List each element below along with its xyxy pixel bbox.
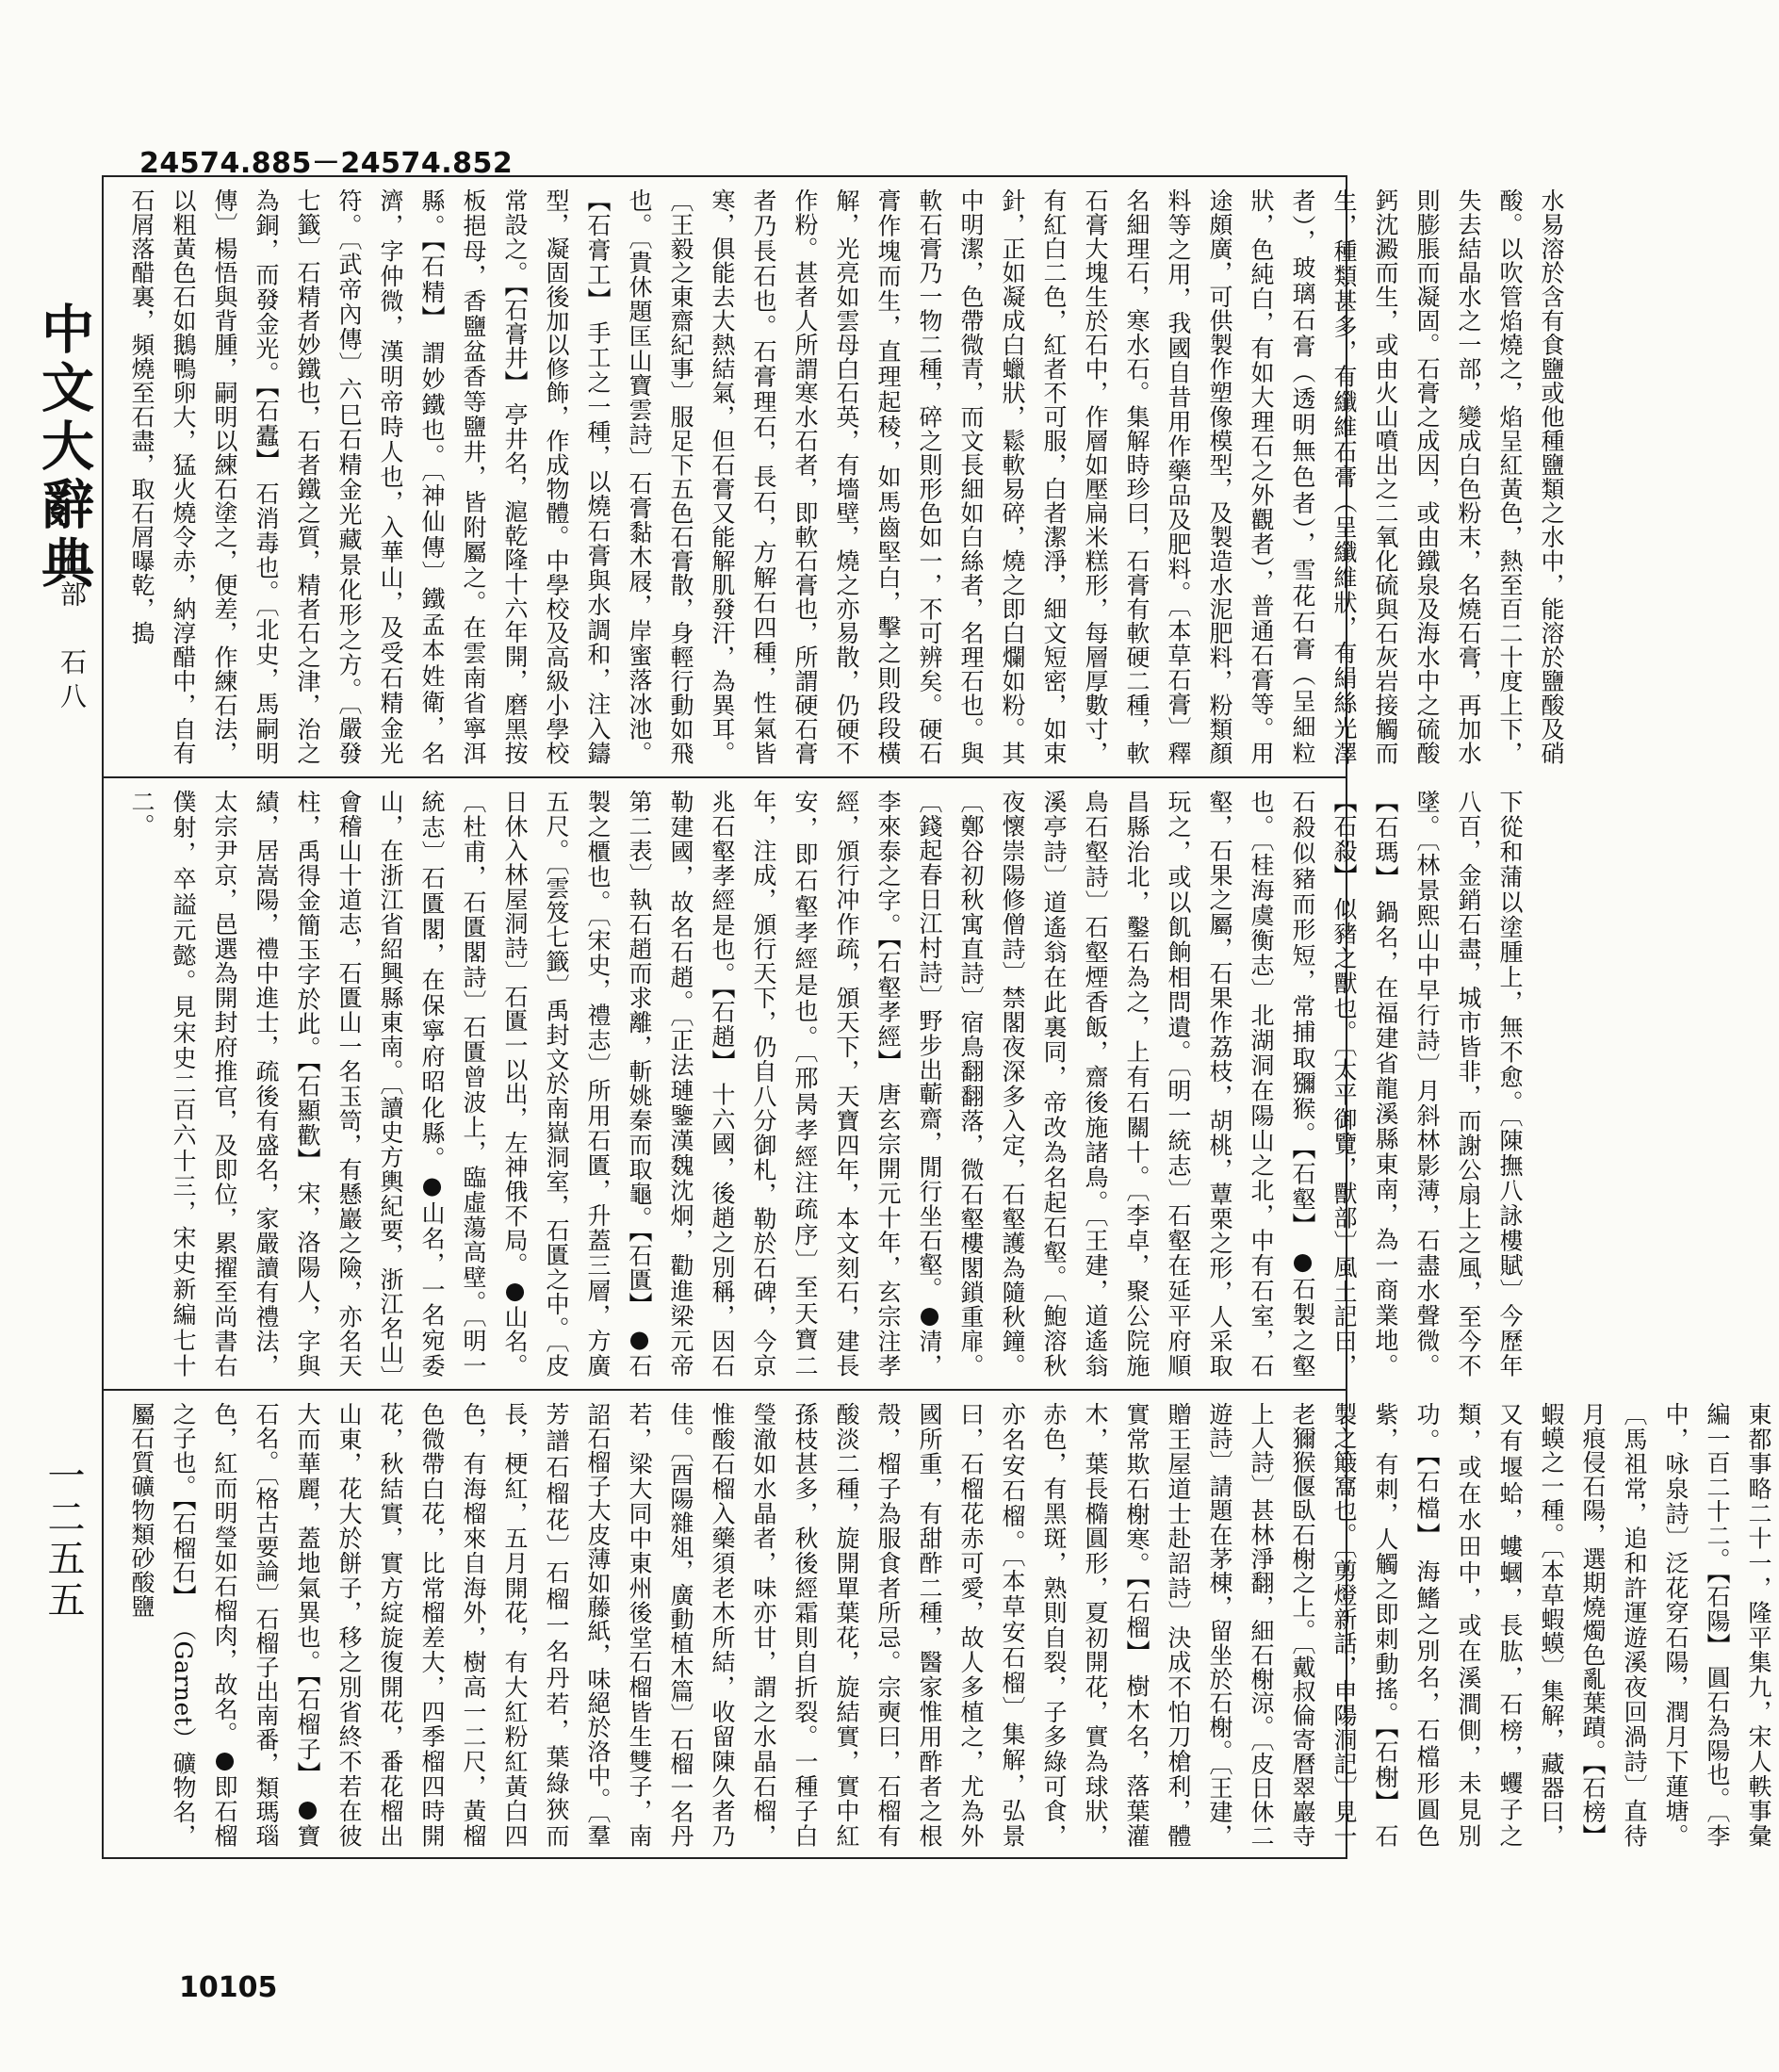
tier-bottom-text: 東都事略二十一，隆平集九，宋人軼事彙編一百二十二。【石陽】 圓石為陽也。〔李中，咏泉詩〕泛花穿石陽，潤月下蓮塘。〔馬祖常，追和許運遊溪夜回渦詩〕直待月痕侵石陽，選期燒燭色亂葉蹟。【石榜】 蝦蟆之一種。〔本草蝦蟆〕集解，藏器曰，又有堰蛤，螻蟈，長肱，石榜，蠼子之類，或在水田中，或在溪澗側，未見別功。【石檔】 海鰭之別名，石檔形圓色紫，有刺，人觸之即刺動搖。【石榭】 石製之簸窩也。〔剪燈新話，申陽洞記〕見一老獮猴偃臥石榭之上。〔戴叔倫寄曆翠巖寺上人詩〕甚林淨翻，細石榭涼。〔皮日休二遊詩〕請題在茅棟，留坐於石榭。〔王建，贈王屋道士赴詔詩〕決成不怕刀槍利，體實常欺石榭寒。【石榴】 樹木名，落葉灌木，葉長橢圓形，夏初開花，實為球狀，赤色，有黑斑，熟則自裂，子多綠可食，亦名安石榴。〔本草安石榴〕集解，弘景曰，石榴花赤可愛，故人多植之，尤為外國所重，有甜酢二種，醫家惟用酢者之根殼，榴子為服食者所忌。宗奭曰，石榴有酸淡二種，旋開單葉花，旋結實，實中紅孫枝甚多，秋後經霜則自折裂。一種子白瑩澈如水晶者，味亦甘，謂之水晶石榴，惟酸石榴入藥須老木所結，收留陳久者乃佳。〔酉陽雜俎，廣動植木篇〕石榴一名丹若，梁大同中東州後堂石榴皆生雙子，南詔石榴子大皮薄如藤紙，味絕於洛中。〔羣芳譜石榴花〕石榴一名丹若，葉綠狹而長，梗紅，五月開花，有大紅粉紅黃白四色，有海榴來自海外，樹高一二尺，黃榴色微帶白花，比常榴差大，四季榴四時開花，秋結實，實方綻旋復開花，番花榴出山東，花大於餅子，移之別省終不若在彼大而華麗，蓋地氣異也。【石榴子】 ●寶石名。〔格古要論〕石榴子出南番，類瑪瑙色，紅而明瑩如石榴肉，故名。●即石榴之子也。【石榴石】 （Garnet）礦物名，屬石質礦物類砂酸鹽: [128, 1402, 1772, 1848]
tier-top-text: 水易溶於含有食鹽或他種鹽類之水中，能溶於鹽酸及硝酸。以吹管焰燒之，焰呈紅黃色，熱至百二十度上下，失去結晶水之一部，變成白色粉末，名燒石膏，再加水則膨脹而凝固。石膏之成因，或由鐵泉及海水中之硫酸鈣沈澱而生，或由火山噴出之二氧化硫與石灰岩接觸而生，種類甚多，有纖維石膏（呈纖維狀，有絹絲光澤者），玻璃石膏（透明無色者），雪花石膏（呈細粒狀，色純白，有如大理石之外觀者），普通石膏等。用途頗廣，可供製作塑像模型，及製造水泥肥料，粉類顏料等之用，我國自昔用作藥品及肥料。〔本草石膏〕釋名細理石，寒水石。集解時珍曰，石膏有軟硬二種，軟石膏大塊生於石中，作層如壓扁米糕形，每層厚數寸，有紅白二色，紅者不可服，白者潔淨，細文短密，如束針，正如凝成白蠟狀，鬆軟易碎，燒之即白爛如粉。其中明潔，色帶微青，而文長細如白絲者，名理石也。與軟石膏乃一物二種，碎之則形色如一，不可辨矣。硬石膏作塊而生，直理起稜，如馬齒堅白，擊之則段段橫解，光亮如雲母白石英，有墻壁，燒之亦易散，仍硬不作粉。甚者人所謂寒水石者，即軟石膏也，所謂硬石膏者乃長石也。石膏理石，長石，方解石四種，性氣皆寒，俱能去大熱結氣，但石膏又能解肌發汗，為異耳。〔王毅之東齋紀事〕服足下五色石膏散，身輕行動如飛也。〔貴休題匡山寶雲詩〕石膏黏木屐，岸蜜落冰池。【石膏工】 手工之一種，以燒石膏與水調和，注入鑄型，凝固後加以修飾，作成物體。中學校及高級小學校常設之。【石膏井】 亭井名，滬乾隆十六年開，磨黑按板挹母，香鹽盆香等鹽井，皆附屬之。在雲南省寧洱縣。【石精】 謂妙鐵也。〔神仙傳〕鐵孟本姓衛，名濟，字仲微，漢明帝時人也，入華山，及受石精金光符。〔武帝內傳〕六巳石精金光藏景化形之方。〔嚴發七籤〕石精者妙鐵也，石者鐵之質，精者石之津，治之為銅，而發金光。【石蠹】 石消毒也。〔北史，馬嗣明傳〕楊悟與背腫，嗣明以練石塗之，便差，作練石法，以粗黃色石如鵝鴨卵大，猛火燒令赤，納淳醋中，自有石屑落醋裏，頻燒至石盡，取石屑曝乾，搗: [128, 188, 1565, 765]
tier-middle: [104, 778, 1524, 1389]
text-frame: [102, 175, 1772, 1859]
dictionary-title: 中文大辭典: [33, 302, 95, 594]
tier-top: [104, 177, 1565, 776]
chinese-page-number: 一二五五: [41, 1456, 85, 1622]
tier-middle-text: 下從和蒲以塗腫上，無不愈。〔陳撫八詠樓賦〕今歷年八百，金銷石盡，城市皆非，而謝公扇上之風，至今不墜。〔林景熙山中早行詩〕月斜林影薄，石盡水聲微。【石瑪】 鍋名，在福建省龍溪縣東南，為一商業地。【石殺】 似豬之獸也。〔太平御覽，獸部〕風土記曰，石殺似豬而形短，常捕取獼猴。【石壑】 ●石製之壑也。〔桂海虞衡志〕北湖洞在陽山之北，中有石室，石壑，石果之屬，石果作荔枝，胡桃，蕈栗之形，人采取玩之，或以飢餉相問遺。〔明一統志〕石壑在延平府順昌縣治北，鑿石為之，上有石關十。〔李卓，聚公院施鳥石壑詩〕石壑煙香飯，齋後施諸鳥。〔王建，道遙翁溪亭詩〕道遙翁在此裏同，帝改為名起石壑。〔鮑溶秋夜懷崇陽修僧詩〕禁閣夜深多入定，石壑護為隨秋鐘。〔鄭谷初秋寓直詩〕宿鳥翻翻落，微石壑樓閣鎖重扉。〔錢起春日江村詩〕野步出蘄齋，閒行坐石壑。●清，李來泰之字。【石壑孝經】 唐玄宗開元十年，玄宗注孝經，頒行冲作疏，頒天下，天寶四年，本文刻石，建長安，即石壑孝經是也。〔邢昺孝經注疏序〕至天寶二年，注成，頒行天下，仍自八分御札，勒於石碑，今京兆石壑孝經是也。【石趙】 十六國，後趙之別稱，因石勒建國，故名石趙。〔正法璉鑒漢魏沈炯，勸進梁元帝第二表〕執石趙而求離，斬姚秦而取龜。【石匱】 ●石製之櫃也。〔宋史，禮志〕所用石匱，升蓋三層，方廣五尺。〔雲笈七籤〕禹封文於南嶽洞室，石匱之中。〔皮日休入林屋洞詩〕石匱一以出，左神俄不局。●山名。〔杜甫，石匱閣詩〕石匱曾波上，臨虛蕩高壁。〔明一統志〕石匱閣，在保寧府昭化縣。●山名，一名宛委山，在浙江省紹興縣東南。〔讀史方輿紀要，浙江名山〕會稽山十道志，石匱山一名玉笥，有懸巖之險，亦名天柱，禹得金簡玉字於此。【石顯歡】 宋，洛陽人，字與績，居嵩陽，禮中進士，疏後有盛名，家嚴讀有禮法，太宗尹京，邑選為開封府推官，及即位，累擢至尚書右僕射，卒謚元懿。見宋史二百六十三，宋史新編七十二。: [128, 790, 1524, 1378]
tier-bottom: [104, 1391, 1772, 1859]
footer-page-number: 10105: [179, 1971, 278, 2004]
section-label: 石部 石八: [57, 547, 88, 716]
entry-range-header: 24574.885－24574.852: [139, 147, 514, 180]
